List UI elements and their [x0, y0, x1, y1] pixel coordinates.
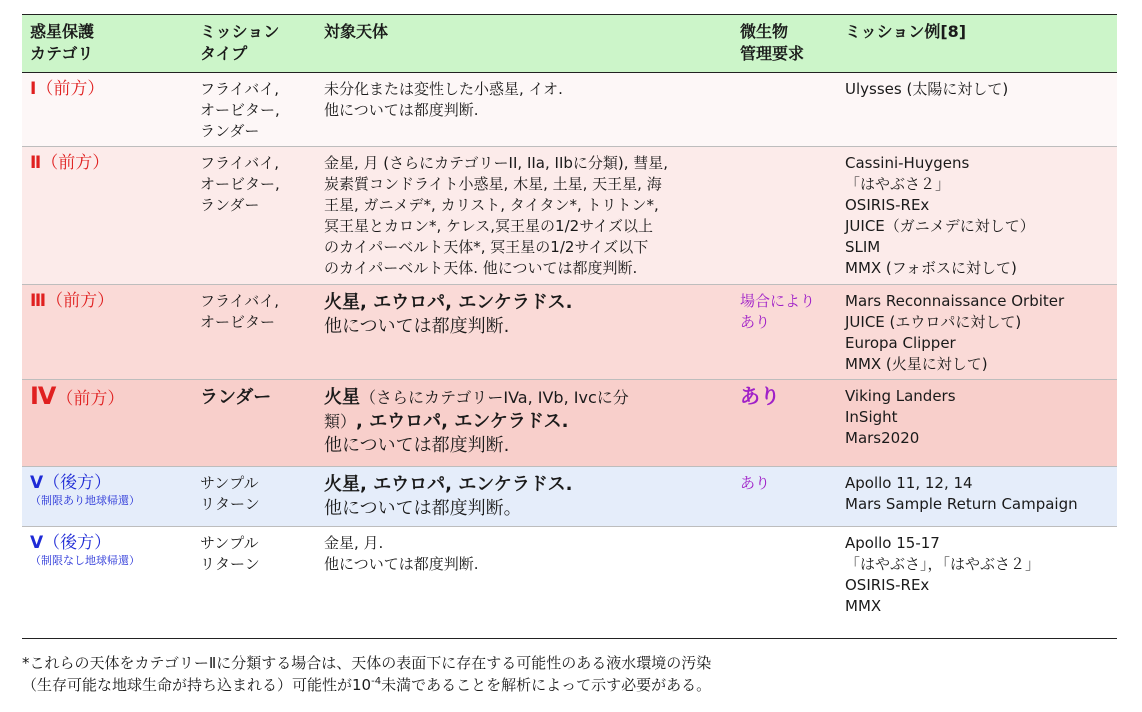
targets-cell: 火星, エウロパ, エンケラドス. 他については都度判断.	[316, 285, 732, 380]
category-cell	[22, 73, 192, 147]
category-direction: （前方）	[56, 389, 125, 409]
header-mission-examples: ミッション例[8]	[837, 15, 1117, 73]
category-cell	[22, 380, 192, 467]
table-row	[22, 380, 1117, 467]
requirement-cell	[732, 147, 837, 285]
category-note: （制限あり地球帰還）	[30, 494, 140, 507]
targets-cell: 金星, 月. 他については都度判断.	[316, 527, 732, 639]
table-row	[22, 285, 1117, 380]
category-label: Ⅰ	[30, 79, 37, 99]
footnote-line-2: （生存可能な地球生命が持ち込まれる）可能性が$10^{-4}$未満であることを解析によって示す必要がある。	[22, 676, 712, 694]
category-label: Ⅴ	[30, 473, 44, 493]
requirement-cell: あり	[732, 467, 837, 527]
type-cell: フライバイ, オービター, ランダー	[192, 73, 316, 147]
requirement-cell	[732, 73, 837, 147]
category-direction: （後方）	[43, 533, 112, 553]
requirement-cell: 場合により あり	[732, 285, 837, 380]
requirement-cell	[732, 527, 837, 639]
type-cell: フライバイ, オービター, ランダー	[192, 147, 316, 285]
type-cell: サンプル リターン	[192, 467, 316, 527]
targets-cell: 火星, エウロパ, エンケラドス. 他については都度判断。	[316, 467, 732, 527]
examples-cell: Apollo 11, 12, 14 Mars Sample Return Campaign	[837, 467, 1117, 527]
category-cell	[22, 467, 192, 527]
category-note: （制限なし地球帰還）	[30, 554, 140, 567]
category-label: Ⅱ	[30, 153, 42, 173]
targets-cell: 火星（さらにカテゴリーIVa, IVb, Ivcに分 類）, エウロパ, エンケラドス. 他については都度判断.	[316, 380, 732, 467]
footnote-line-1: *これらの天体をカテゴリーⅡに分類する場合は、天体の表面下に存在する可能性のある液水環境の汚染	[22, 654, 712, 672]
header-target-body: 対象天体	[316, 15, 732, 73]
table-row	[22, 467, 1117, 527]
examples-cell: Apollo 15-17 「はやぶさ」，「はやぶさ２」 OSIRIS-REx MMX	[837, 527, 1117, 639]
category-direction: （前方）	[46, 291, 115, 311]
category-direction: （前方）	[41, 153, 110, 173]
planetary-protection-table	[22, 14, 1117, 639]
category-cell	[22, 527, 192, 639]
table-row	[22, 147, 1117, 285]
examples-cell: Mars Reconnaissance Orbiter JUICE (エウロパに対して) Europa Clipper MMX (火星に対して)	[837, 285, 1117, 380]
examples-cell: Ulysses (太陽に対して)	[837, 73, 1117, 147]
header-microbe-req: 微生物 管理要求	[732, 15, 837, 73]
category-cell	[22, 147, 192, 285]
examples-cell: Cassini-Huygens 「はやぶさ２」 OSIRIS-REx JUICE（ガニメデに対して） SLIM MMX (フォボスに対して)	[837, 147, 1117, 285]
examples-cell: Viking Landers InSight Mars2020	[837, 380, 1117, 467]
type-cell: サンプル リターン	[192, 527, 316, 639]
requirement-cell: あり	[732, 380, 837, 467]
targets-cell: 金星, 月 (さらにカテゴリーII, IIa, IIbに分類), 彗星, 炭素質コンドライト小惑星, 木星, 土星, 天王星, 海 王星, ガニメデ*, カリスト, タイタン*, トリトン*, 冥王星とカロン*, ケレス,冥王星の1/2サイズ以上 のカイパーベルト天体*, 冥王星の1/2サイズ以下 のカイパーベルト天体. 他については都度判断.	[316, 147, 732, 285]
category-cell	[22, 285, 192, 380]
header-mission-type: ミッション タイプ	[192, 15, 316, 73]
table-row	[22, 527, 1117, 639]
category-label: Ⅳ	[30, 382, 57, 410]
type-cell: ランダー	[192, 380, 316, 467]
footnote	[22, 652, 1122, 696]
table-row	[22, 73, 1117, 147]
type-cell: フライバイ, オービター	[192, 285, 316, 380]
targets-cell: 未分化または変性した小惑星, イオ. 他については都度判断.	[316, 73, 732, 147]
header-category: 惑星保護 カテゴリ	[22, 15, 192, 73]
category-label: Ⅲ	[30, 291, 47, 311]
category-label: Ⅴ	[30, 533, 44, 553]
category-direction: （後方）	[43, 473, 112, 493]
header-row	[22, 15, 1117, 73]
category-direction: （前方）	[36, 79, 105, 99]
